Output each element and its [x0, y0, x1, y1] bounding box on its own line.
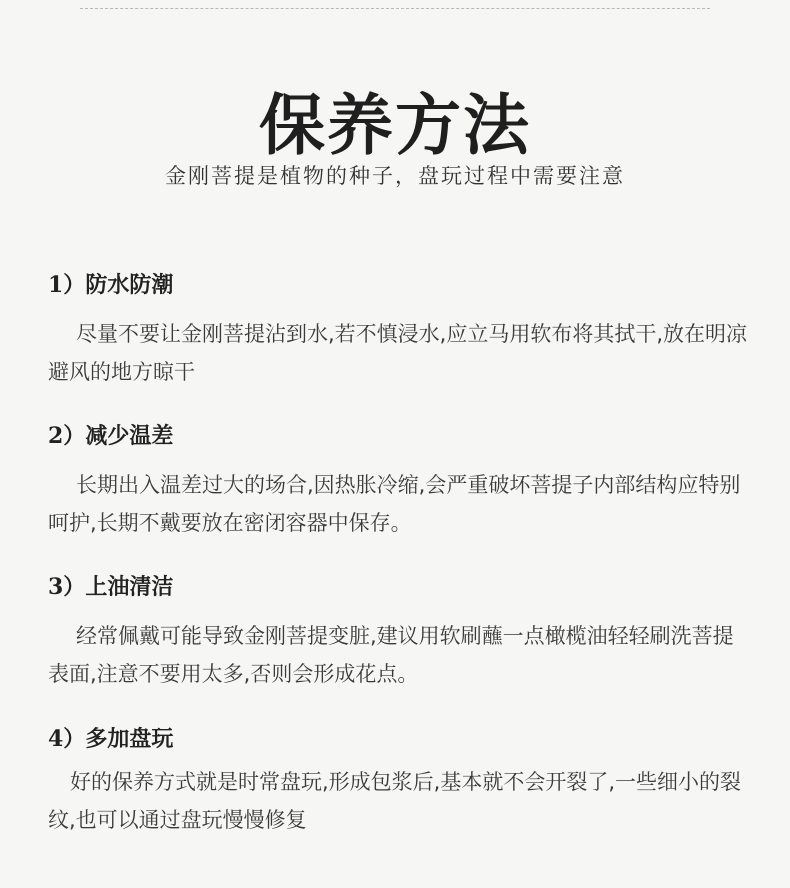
section-heading	[48, 421, 750, 452]
section-number: 1）	[48, 272, 86, 298]
section-heading	[48, 724, 750, 755]
section-waterproof	[48, 270, 750, 391]
section-oil-cleaning	[48, 572, 750, 693]
section-body: 好的保养方式就是时常盘玩,形成包浆后,基本就不会开裂了,一些细小的裂纹,也可以通过盘玩慢慢修复	[48, 770, 742, 832]
section-temperature	[48, 421, 750, 542]
page-subtitle: 金刚菩提是植物的种子，盘玩过程中需要注意	[165, 164, 625, 188]
section-body: 长期出入温差过大的场合,因热胀冷缩,会严重破坏菩提子内部结构应特别呵护,长期不戴要放在密闭容器中保存。	[48, 473, 741, 535]
top-divider	[80, 8, 710, 9]
section-number: 3）	[48, 574, 86, 600]
section-body: 经常佩戴可能导致金刚菩提变脏,建议用软刷蘸一点橄榄油轻轻刷洗菩提表面,注意不要用太多,否则会形成花点。	[48, 624, 734, 686]
section-number: 2）	[48, 423, 86, 449]
section-body: 尽量不要让金刚菩提沾到水,若不慎浸水,应立马用软布将其拭干,放在明凉避风的地方晾干	[48, 322, 748, 384]
section-title: 上油清洁	[85, 575, 174, 600]
section-title: 多加盘玩	[85, 727, 174, 752]
section-title: 防水防潮	[85, 273, 174, 298]
section-heading	[48, 572, 750, 603]
section-handling	[48, 724, 750, 839]
section-title: 减少温差	[85, 424, 174, 449]
section-heading	[48, 270, 750, 301]
section-number: 4）	[48, 726, 86, 752]
page-title: 保养方法	[259, 86, 531, 164]
